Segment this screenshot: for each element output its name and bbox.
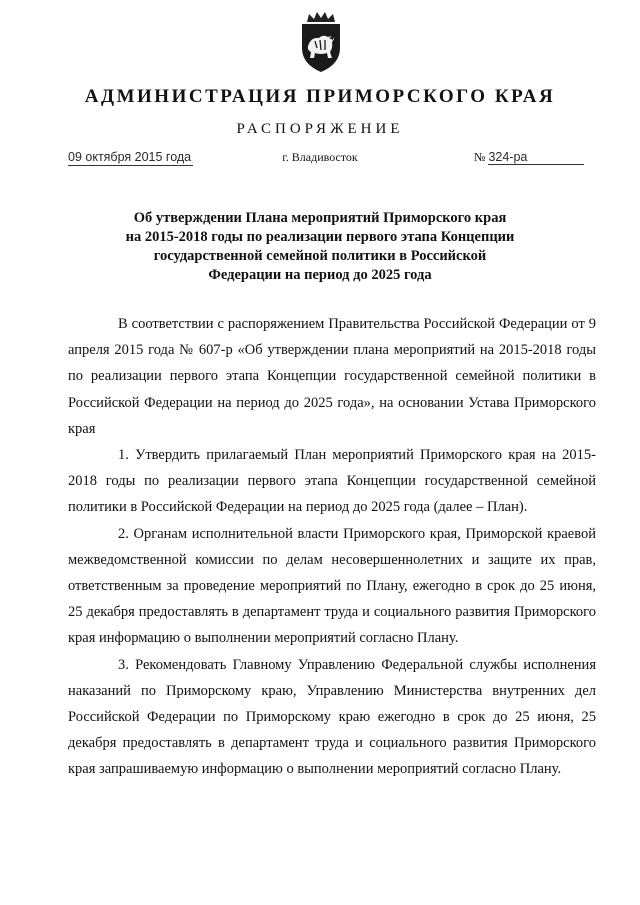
number-prefix: №: [474, 150, 486, 164]
document-city: г. Владивосток: [282, 150, 358, 164]
paragraph-preamble: В соответствии с распоряжением Правительства Российской Федерации от 9 апреля 2015 года № 607-р «Об утверждении плана мероприятий на 2015-2018 годы по реализации первого этапа Концепции государственной семейной политики в Российской Федерации на период до 2025 года», на основании Устава Приморского края: [68, 316, 596, 437]
title-line: Об утверждении Плана мероприятий Приморского края: [133, 210, 507, 226]
document-number: 324-ра: [488, 150, 584, 165]
title-line: на 2015-2018 годы по реализации первого этапа Концепции: [125, 229, 515, 245]
document-body: [68, 311, 596, 783]
organization-title: АДМИНИСТРАЦИЯ ПРИМОРСКОГО КРАЯ: [84, 86, 556, 107]
document-type: РАСПОРЯЖЕНИЕ: [236, 121, 404, 137]
paragraph-item-2: 2. Органам исполнительной власти Приморского края, Приморской краевой межведомственной комиссии по делам несовершеннолетних и защите их прав, ответственным за проведение мероприятий по Плану, ежегодно в срок до 25 июня, 25 декабря предоставлять в департамент труда и социального развития Приморского края информацию о выполнении мероприятий согласно Плану.: [68, 525, 596, 647]
document-number-field: [474, 150, 584, 165]
paragraph-item-3: 3. Рекомендовать Главному Управлению Федеральной службы исполнения наказаний по Приморскому краю, Управлению Министерства внутренних дел Российской Федерации по Приморскому краю ежегодно в срок до 25 июня, 25 декабря предоставлять в департамент труда и социального развития Приморского края запрашиваемую информацию о выполнении мероприятий согласно Плану.: [68, 656, 596, 778]
title-line: государственной семейной политики в Российской: [153, 248, 487, 264]
title-line: Федерации на период до 2025 года: [208, 267, 432, 283]
paragraph-item-1: 1. Утвердить прилагаемый План мероприятий Приморского края на 2015-2018 годы по реализации первого этапа Концепции государственной семейной политики в Российской Федерации на период до 2025 года (далее – План).: [68, 447, 596, 516]
coat-of-arms-tiger-icon: [295, 10, 347, 74]
document-date: 09 октября 2015 года: [68, 150, 192, 164]
document-title: [0, 209, 640, 285]
